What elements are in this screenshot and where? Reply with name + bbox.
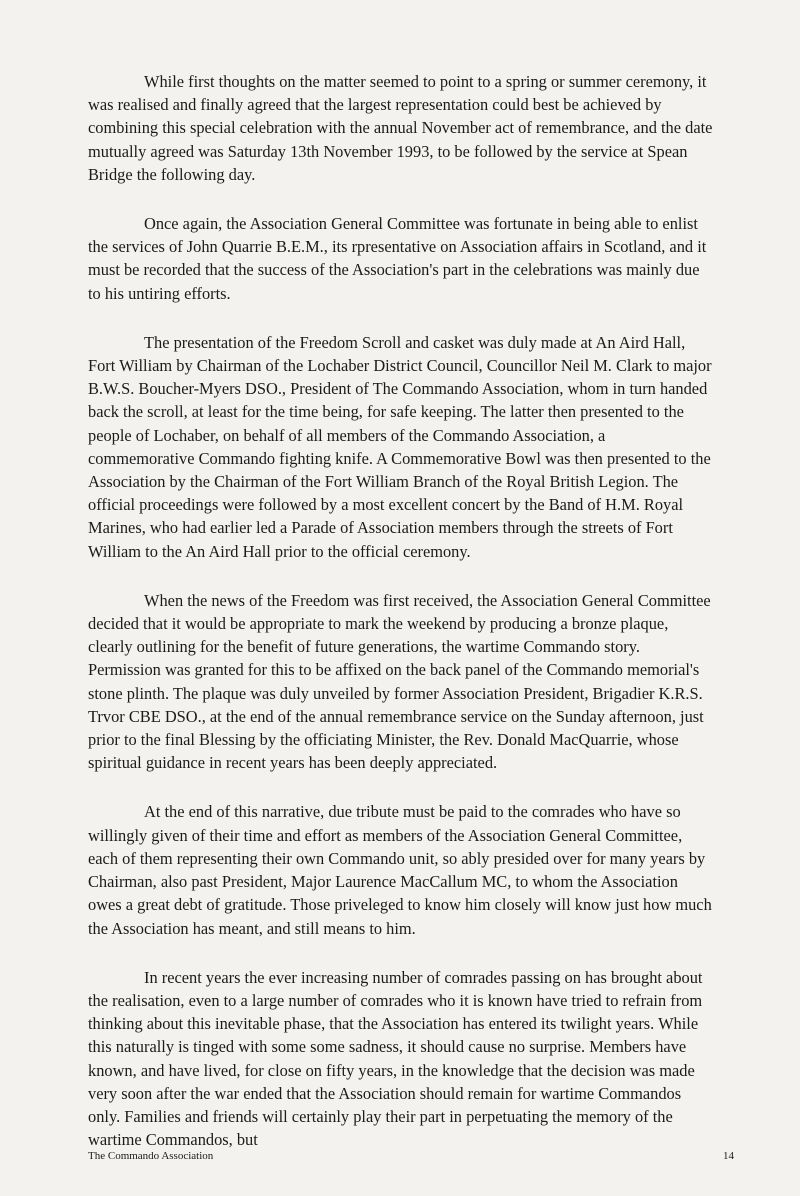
paragraph-bronze-plaque: When the news of the Freedom was first received, the Association General Committee decided that it would be appropriate to mark the weekend by producing a bronze plaque, clearly outlining for the benefit of future generations, the wartime Commando story. Permission was granted for this to be affixed on the back panel of the Commando memorial's stone plinth. The plaque was duly unveiled by former Association President, Brigadier K.R.S. Trvor CBE DSO., at the end of the annual remembrance service on the Sunday afternoon, just prior to the final Blessing by the officiating Minister, the Rev. Donald MacQuarrie, whose spiritual guidance in recent years has been deeply appreciated. <box>88 590 711 773</box>
paragraph-freedom-scroll: The presentation of the Freedom Scroll and casket was duly made at An Aird Hall, Fort William by Chairman of the Lochaber District Council, Councillor Neil M. Clark to major B.W.S. Boucher-Myers DSO., President of The Commando Association, whom in turn handed back the scroll, at least for the time being, for safe keeping. The latter then presented to the people of Lochaber, on behalf of all members of the Commando Association, a commemorative Commando fighting knife. A Commemorative Bowl was then presented to the Association by the Chairman of the Fort William Branch of the Royal British Legion. The official proceedings were followed by a most excellent concert by the Band of H.M. Royal Marines, who had earlier led a Parade of Association members through the streets of Fort William to the An Aird Hall prior to the official ceremony. <box>88 332 712 561</box>
paragraph-twilight-years: In recent years the ever increasing number of comrades passing on has brought about the realisation, even to a large number of comrades who it is known have tried to refrain from thinking about this inevitable phase, that the Association has entered its twilight years. While this naturally is tinged with some some sadness, it should cause no surprise. Members have known, and have lived, for close on fifty years, in the knowledge that the decision was made very soon after the war ended that the Association should remain for wartime Commandos only. Families and friends will certainly play their part in perpetuating the memory of the wartime Commandos, but <box>88 967 703 1150</box>
page-body <box>88 70 714 1177</box>
page-number: 14 <box>723 1150 734 1162</box>
footer-publication-name: The Commando Association <box>88 1150 214 1162</box>
paragraph-tribute: At the end of this narrative, due tribute must be paid to the comrades who have so willingly given of their time and effort as members of the Association General Committee, each of them representing their own Commando unit, so ably presided over for many years by Chairman, also past President, Major Laurence MacCallum MC, to whom the Association owes a great debt of gratitude. Those priveleged to know him closely will know just how much the Association has meant, and still means to him. <box>88 802 712 938</box>
page-footer <box>88 1150 734 1162</box>
paragraph-ceremony-date: While first thoughts on the matter seemed to point to a spring or summer ceremony, it was realised and finally agreed that the largest representation could best be achieved by combining this special celebration with the annual November act of remembrance, and the date mutually agreed was Saturday 13th November 1993, to be followed by the service at Spean Bridge the following day. <box>88 72 713 184</box>
paragraph-john-quarrie: Once again, the Association General Committee was fortunate in being able to enlist the services of John Quarrie B.E.M., its rpresentative on Association affairs in Scotland, and it must be recorded that the success of the Association's part in the celebrations was mainly due to his untiring efforts. <box>88 214 707 303</box>
